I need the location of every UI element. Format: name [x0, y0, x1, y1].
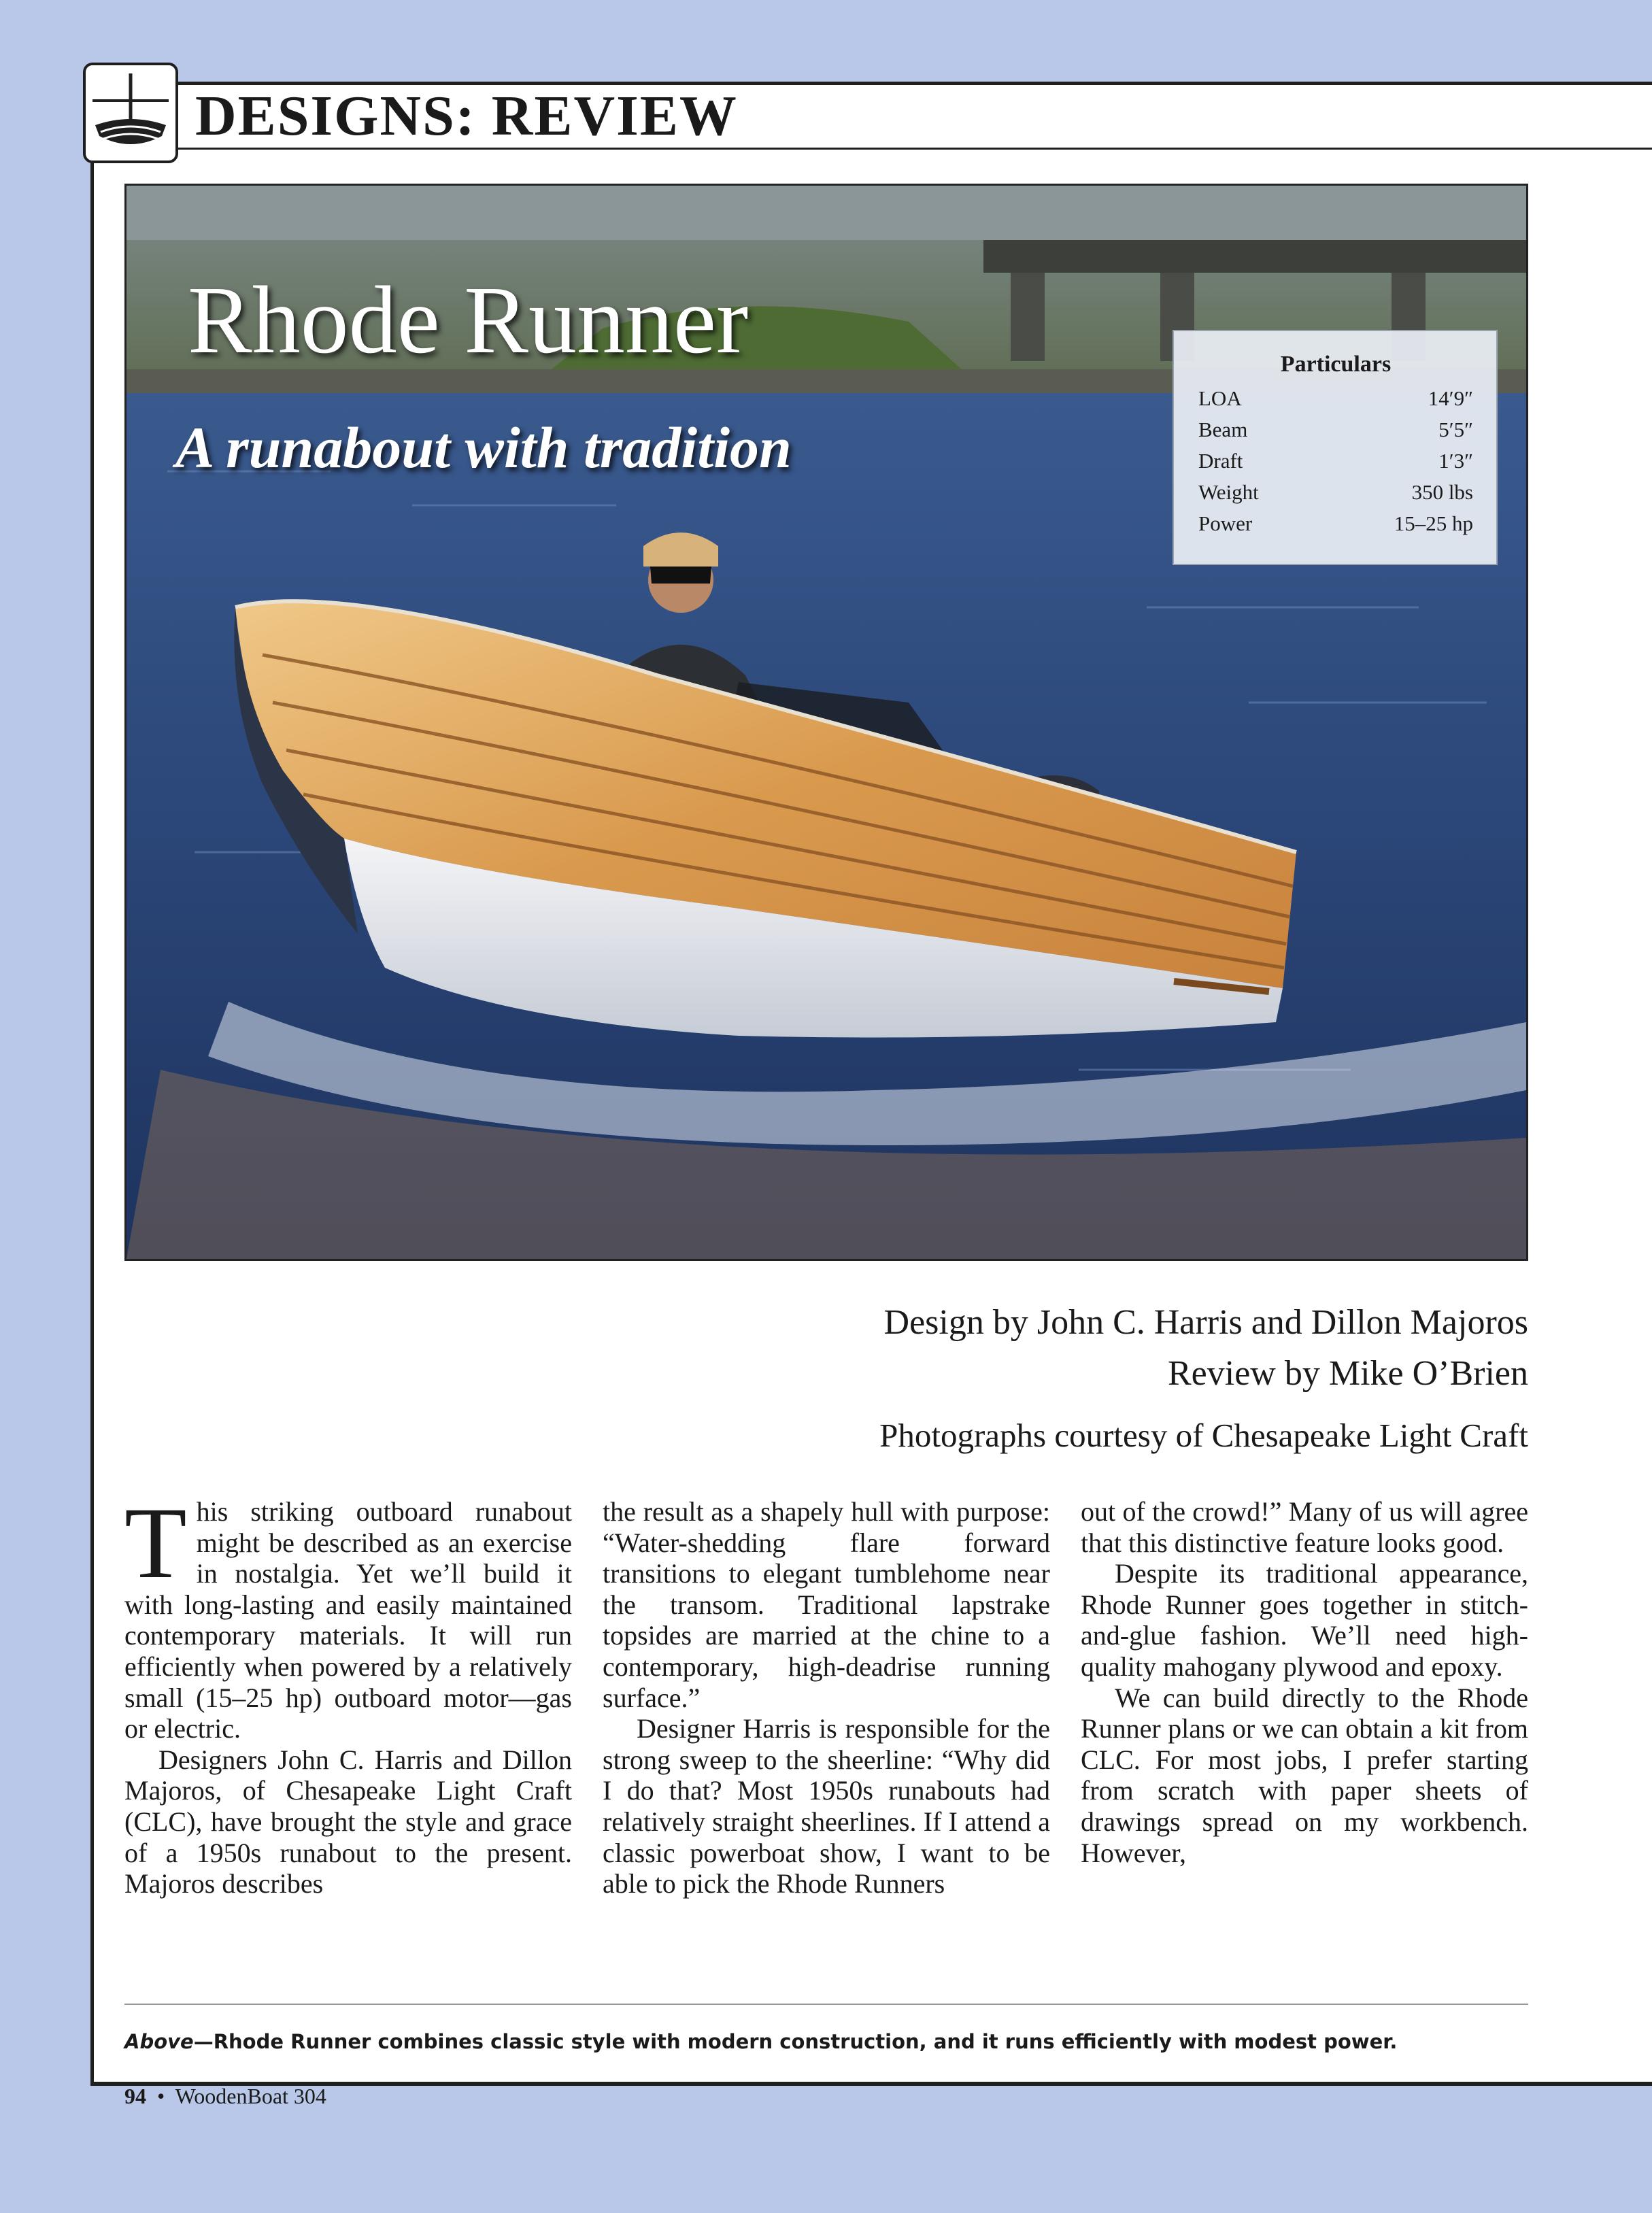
article-title: Rhode Runner — [188, 266, 749, 373]
particulars-value: 15–25 hp — [1394, 511, 1473, 535]
article-column-2 — [603, 1496, 1050, 1899]
paragraph-text: his striking outboard runabout might be described as an exercise in nostalgia. Yet we’ll build it with long-lasting and easily maintained contemporary materials. It will run efficiently when powered by a relatively small (15–25 hp) outboard motor—gas or electric. — [124, 1496, 572, 1744]
particulars-value: 5′5″ — [1438, 418, 1473, 441]
particulars-row — [1198, 414, 1473, 445]
particulars-row — [1198, 508, 1473, 539]
section-title: DESIGNS: REVIEW — [195, 84, 738, 148]
particulars-value: 350 lbs — [1411, 480, 1473, 504]
particulars-label: Beam — [1198, 418, 1248, 441]
photo-caption — [124, 2030, 1397, 2053]
design-credit: Design by John C. Harris and Dillon Majoros — [883, 1303, 1528, 1342]
particulars-label: Draft — [1198, 449, 1243, 473]
article-column-3 — [1081, 1496, 1528, 1899]
article-paragraph: out of the crowd!” Many of us will agree that this distinctive feature looks good. — [1081, 1496, 1528, 1558]
review-credit: Review by Mike O’Brien — [1167, 1354, 1528, 1393]
footer-bullet: • — [157, 2084, 165, 2108]
article-paragraph: Designers John C. Harris and Dillon Majoros, of Chesapeake Light Craft (CLC), have brought the style and grace of a 1950s runabout to the present. Majoros describes — [124, 1744, 572, 1899]
caption-lead: Above — [124, 2030, 194, 2053]
caption-text: —Rhode Runner combines classic style with modern construction, and it runs efficiently with modest power. — [193, 2030, 1398, 2053]
page-number: 94 — [124, 2084, 146, 2108]
article-subtitle: A runabout with tradition — [175, 415, 792, 480]
article-paragraph: the result as a shapely hull with purpose: “Water-shedding flare forward transitions to elegant tumblehome near the transom. Traditional lapstrake topsides are married at the chine to a contemporary, high-deadrise running surface.” — [603, 1496, 1050, 1713]
particulars-row — [1198, 477, 1473, 508]
particulars-label: Weight — [1198, 480, 1259, 504]
particulars-row — [1198, 383, 1473, 414]
sailing-ship-logo-icon — [83, 63, 178, 163]
article-paragraph — [124, 1487, 572, 1744]
article-column-1 — [124, 1487, 572, 1899]
page-footer — [124, 2084, 326, 2109]
particulars-label: LOA — [1198, 386, 1242, 410]
photo-credit: Photographs courtesy of Chesapeake Light Craft — [879, 1417, 1528, 1454]
article-body — [124, 1487, 1528, 1899]
drop-cap: T — [124, 1487, 187, 1600]
hero-photo — [124, 184, 1528, 1261]
article-paragraph: Designer Harris is responsible for the strong sweep to the sheerline: “Why did I do that? Most 1950s runabouts had relatively straight sheerlines. If I attend a classic powerboat show, I want to be able to pick the Rhode Runners — [603, 1713, 1050, 1899]
article-paragraph: We can build directly to the Rhode Runner plans or we can obtain a kit from CLC. For most jobs, I prefer starting from scratch with paper sheets of drawings spread on my workbench. However, — [1081, 1682, 1528, 1868]
article-paragraph: Despite its traditional appearance, Rhode Runner goes together in stitch-and-glue fashion. We’ll need high-quality mahogany plywood and epoxy. — [1081, 1558, 1528, 1682]
particulars-heading: Particulars — [1280, 352, 1392, 377]
caption-divider — [124, 2004, 1528, 2005]
title-rule — [178, 148, 1652, 150]
particulars-row — [1198, 445, 1473, 477]
particulars-label: Power — [1198, 511, 1253, 535]
publication-name: WoodenBoat 304 — [175, 2084, 326, 2108]
particulars-value: 1′3″ — [1438, 449, 1473, 473]
particulars-value: 14′9″ — [1428, 386, 1473, 410]
particulars-box — [1173, 330, 1498, 565]
